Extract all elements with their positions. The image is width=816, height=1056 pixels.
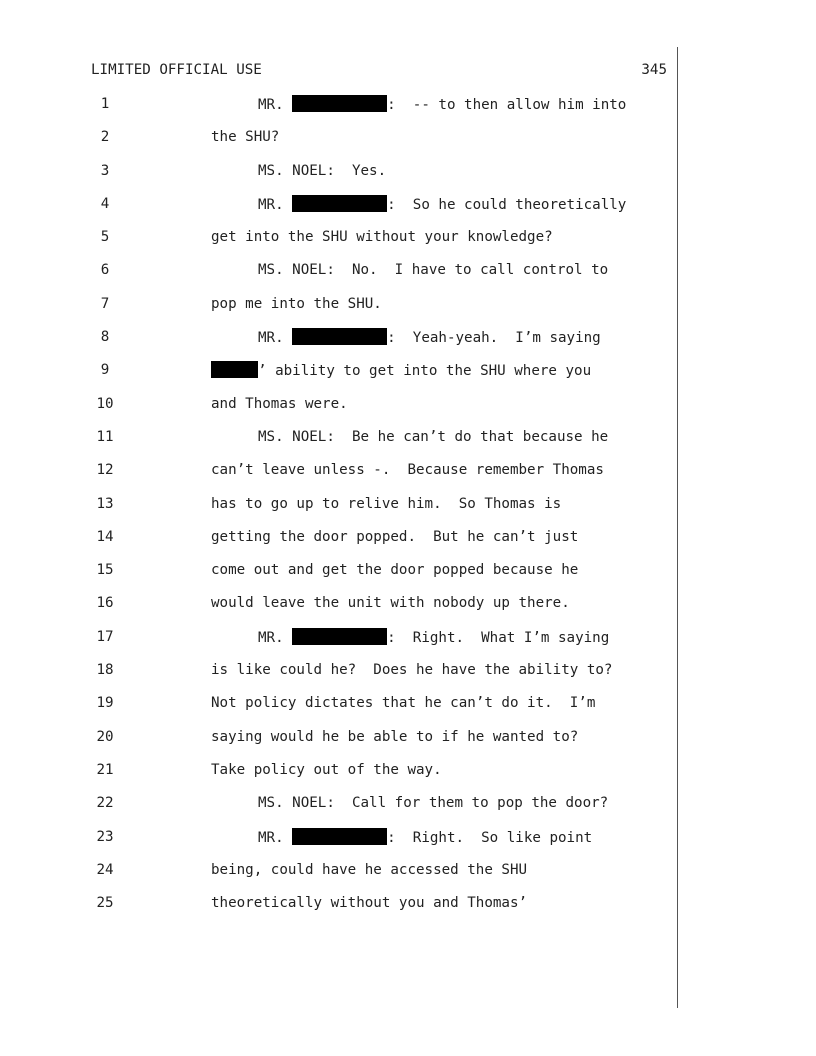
line-text-before: Not policy dictates that he can’t do it. I’m xyxy=(211,695,596,712)
line-text xyxy=(211,461,604,479)
line-text-after: : Yeah-yeah. I’m saying xyxy=(387,330,601,347)
transcript-line xyxy=(0,661,816,694)
line-text-after: ’ ability to get into the SHU where you xyxy=(258,363,592,380)
line-number: 6 xyxy=(100,262,110,279)
line-number: 7 xyxy=(100,295,110,312)
transcript-line xyxy=(0,195,816,228)
transcript-line xyxy=(0,361,816,394)
line-number: 15 xyxy=(96,562,114,579)
line-text-before: Take policy out of the way. xyxy=(211,761,442,778)
line-number: 1 xyxy=(100,96,110,112)
transcript-line xyxy=(0,162,816,195)
transcript-line xyxy=(0,295,816,328)
transcript-line xyxy=(0,794,816,827)
transcript-line xyxy=(0,694,816,727)
transcript-line xyxy=(0,828,816,861)
line-text-before: MS. NOEL: Yes. xyxy=(258,162,387,179)
line-text-before: would leave the unit with nobody up there. xyxy=(211,595,570,612)
line-number: 14 xyxy=(96,528,114,545)
line-number: 19 xyxy=(96,695,114,712)
line-number: 25 xyxy=(96,895,114,912)
transcript-line xyxy=(0,328,816,361)
line-text-after: : So he could theoretically xyxy=(387,196,627,213)
line-text-before: being, could have he accessed the SHU xyxy=(211,861,528,878)
line-text-before: has to go up to relive him. So Thomas is xyxy=(211,495,562,512)
line-text-after: : -- to then allow him into xyxy=(387,97,627,113)
line-text xyxy=(211,694,595,712)
line-number: 17 xyxy=(96,628,114,645)
line-text xyxy=(211,95,626,114)
line-text xyxy=(211,828,592,847)
transcript-line xyxy=(0,395,816,428)
line-text-before: MS. NOEL: Be he can’t do that because he xyxy=(258,428,609,445)
transcript-line xyxy=(0,561,816,594)
line-text-before: pop me into the SHU. xyxy=(211,295,382,312)
line-number: 4 xyxy=(100,195,110,212)
line-number: 16 xyxy=(96,595,114,612)
line-text-before: come out and get the door popped because he xyxy=(211,562,579,579)
redaction-block xyxy=(292,95,387,112)
line-number: 13 xyxy=(96,495,114,512)
transcript-line xyxy=(0,894,816,927)
line-number: 23 xyxy=(96,828,114,845)
line-text xyxy=(211,495,561,513)
line-text xyxy=(211,861,527,879)
line-text-before: MS. NOEL: No. I have to call control to xyxy=(258,262,609,279)
line-number: 5 xyxy=(100,229,110,246)
line-text-before: MR. xyxy=(258,196,293,213)
transcript-line xyxy=(0,495,816,528)
line-text xyxy=(211,561,578,579)
line-text-after: : Right. What I’m saying xyxy=(387,629,610,646)
line-number: 3 xyxy=(100,162,110,179)
line-number: 12 xyxy=(96,462,114,479)
line-text-after: : Right. So like point xyxy=(387,829,593,846)
redaction-block xyxy=(211,361,258,378)
redaction-block xyxy=(292,195,387,212)
line-text-before: MR. xyxy=(258,829,293,846)
transcript-line xyxy=(0,95,816,128)
line-number: 2 xyxy=(100,129,110,146)
line-text-before: getting the door popped. But he can’t just xyxy=(211,528,579,545)
line-text xyxy=(211,295,382,313)
transcript-lines xyxy=(0,95,816,927)
line-number: 9 xyxy=(100,362,110,379)
line-text xyxy=(211,328,601,347)
line-number: 18 xyxy=(96,662,114,679)
line-text xyxy=(211,162,386,180)
line-text xyxy=(211,395,348,413)
transcript-line xyxy=(0,428,816,461)
line-text xyxy=(211,261,608,279)
line-number: 8 xyxy=(100,329,110,346)
transcript-line xyxy=(0,628,816,661)
line-text xyxy=(211,128,279,146)
transcript-line xyxy=(0,861,816,894)
line-text-before: saying would he be able to if he wanted to? xyxy=(211,728,579,745)
transcript-line xyxy=(0,728,816,761)
line-number: 20 xyxy=(96,728,114,745)
transcript-line xyxy=(0,128,816,161)
line-text xyxy=(211,428,608,446)
line-text xyxy=(211,661,612,679)
line-text xyxy=(211,761,442,779)
line-text xyxy=(211,894,527,912)
line-text-before: MS. NOEL: Call for them to pop the door? xyxy=(258,795,609,812)
line-text-before: MR. xyxy=(258,330,293,347)
line-number: 21 xyxy=(96,761,114,778)
transcript-line xyxy=(0,261,816,294)
line-text xyxy=(211,594,570,612)
line-text xyxy=(211,195,626,214)
line-number: 22 xyxy=(96,795,114,812)
line-text xyxy=(211,628,609,647)
line-text xyxy=(211,794,608,812)
line-text-before: theoretically without you and Thomas’ xyxy=(211,895,528,912)
line-number: 24 xyxy=(96,861,114,878)
line-text-before: MR. xyxy=(258,629,293,646)
line-text-before: is like could he? Does he have the ability to? xyxy=(211,662,613,679)
line-text xyxy=(211,528,578,546)
transcript-line xyxy=(0,761,816,794)
line-text-before: can’t leave unless -. Because remember Thomas xyxy=(211,462,604,479)
page-number: 345 xyxy=(641,62,667,78)
classification-header: LIMITED OFFICIAL USE xyxy=(91,62,262,78)
line-text-before: the SHU? xyxy=(211,129,280,146)
redaction-block xyxy=(292,628,387,645)
redaction-block xyxy=(292,828,387,845)
redaction-block xyxy=(292,328,387,345)
line-number: 10 xyxy=(96,395,114,412)
line-text xyxy=(211,728,578,746)
transcript-line xyxy=(0,228,816,261)
line-text-before: and Thomas were. xyxy=(211,395,348,412)
line-text-before: MR. xyxy=(258,97,293,113)
transcript-line xyxy=(0,461,816,494)
line-number: 11 xyxy=(96,428,114,445)
line-text-before: get into the SHU without your knowledge? xyxy=(211,229,553,246)
line-text xyxy=(211,361,591,380)
transcript-line xyxy=(0,528,816,561)
transcript-line xyxy=(0,594,816,627)
line-text xyxy=(211,228,553,246)
